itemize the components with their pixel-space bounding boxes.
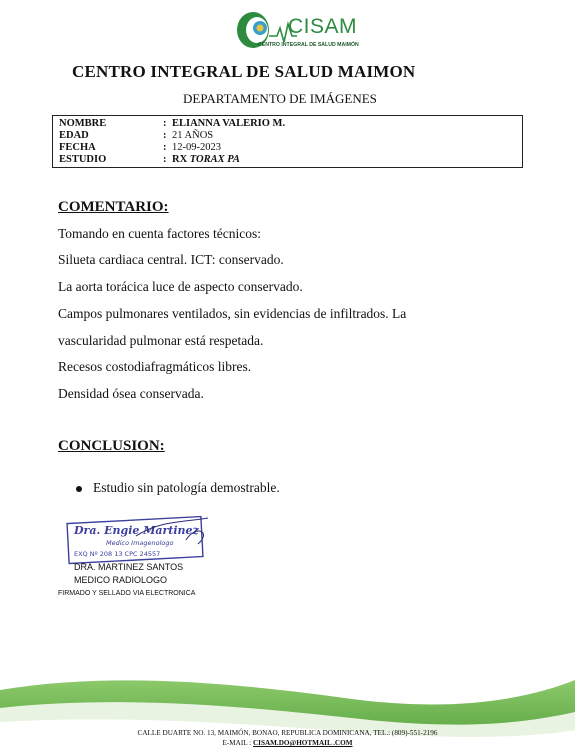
email-link[interactable]: CISAM.DO@HOTMAIL .COM xyxy=(252,739,353,747)
signer-name: DRA. MARTINEZ SANTOS xyxy=(74,562,184,572)
patient-label: FECHA xyxy=(59,142,96,153)
stamp-number: EXQ Nº 208 13 CPC 24557 xyxy=(74,550,161,558)
comment-line: La aorta torácica luce de aspecto conservado. xyxy=(58,279,303,294)
patient-label: ESTUDIO xyxy=(59,154,107,165)
comment-line: Recesos costodiafragmáticos libres. xyxy=(58,359,252,374)
logo-brand: CISAM xyxy=(288,15,358,38)
patient-date-value: 12-09-2023 xyxy=(172,142,221,153)
conclusion-heading: CONCLUSION: xyxy=(58,438,165,454)
conclusion-item: Estudio sin patología demostrable. xyxy=(93,480,280,495)
patient-name-value: ELIANNA VALERIO M. xyxy=(172,118,286,129)
email-label: E-MAIL : xyxy=(222,739,253,747)
signature-stamp xyxy=(66,514,216,569)
department-name: DEPARTAMENTO DE IMÁGENES xyxy=(183,91,377,106)
colon: : xyxy=(163,118,167,129)
signature-note: FIRMADO Y SELLADO VIA ELECTRONICA xyxy=(58,590,196,597)
patient-row-study xyxy=(59,154,522,166)
colon: : xyxy=(163,154,167,165)
patient-row-name xyxy=(59,118,522,130)
comment-line: Tomando en cuenta factores técnicos: xyxy=(58,226,261,241)
patient-row-date xyxy=(59,142,522,154)
patient-row-age xyxy=(59,130,522,142)
patient-study-value xyxy=(172,154,240,166)
page-title: CENTRO INTEGRAL DE SALUD MAIMON xyxy=(72,62,416,81)
study-prefix: RX xyxy=(172,154,190,165)
comment-line: Densidad ósea conservada. xyxy=(58,386,204,401)
comment-line: vascularidad pulmonar está respetada. xyxy=(58,333,264,348)
logo-subtitle: CENTRO INTEGRAL DE SALUD MAIMÓN xyxy=(258,42,359,48)
study-italic: TORAX PA xyxy=(189,154,240,165)
patient-label: NOMBRE xyxy=(59,118,107,129)
stamp-name: Dra. Engie Martinez xyxy=(74,524,199,537)
patient-age-value: 21 AÑOS xyxy=(172,130,214,141)
signer-role: MEDICO RADIOLOGO xyxy=(74,575,168,585)
bullet-icon xyxy=(76,486,82,492)
stamp-title: Medico Imagenologo xyxy=(106,539,174,547)
colon: : xyxy=(163,142,167,153)
patient-info-box xyxy=(52,115,523,168)
patient-label: EDAD xyxy=(59,130,89,141)
colon: : xyxy=(163,130,167,141)
comment-heading: COMENTARIO: xyxy=(58,199,169,215)
comment-line: Silueta cardiaca central. ICT: conservado. xyxy=(58,252,284,267)
footer-email xyxy=(0,739,575,747)
comment-line: Campos pulmonares ventilados, sin evidencias de infiltrados. La xyxy=(58,306,407,321)
footer-address: CALLE DUARTE NO. 13, MAIMÓN, BONAO, REPUBLICA DOMINICANA, TEL.: (809)-551-2196 xyxy=(137,729,438,737)
